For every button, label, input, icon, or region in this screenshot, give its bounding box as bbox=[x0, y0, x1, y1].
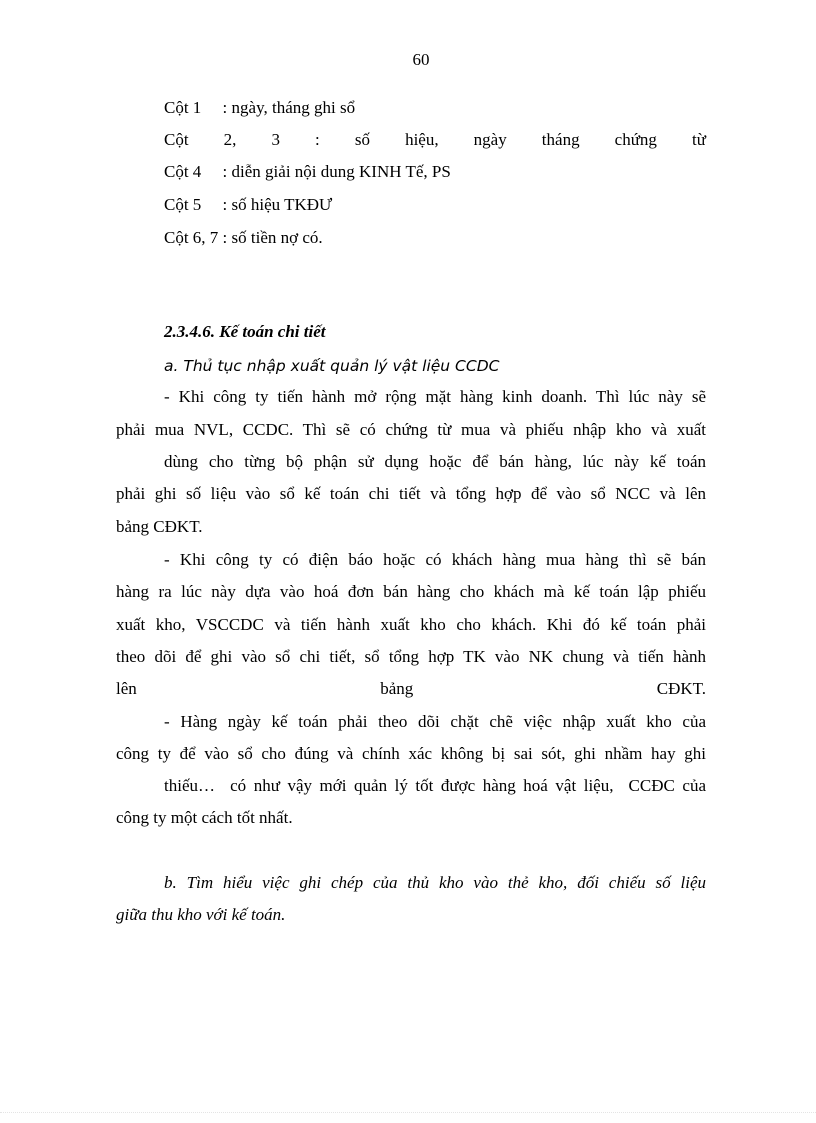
paragraph-1-line: - Khi công ty tiến hành mở rộng mặt hàng kinh doanh. Thì lúc này sẽ bbox=[164, 387, 706, 406]
col23-word: 2, bbox=[223, 130, 237, 149]
para2-word: CĐKT. bbox=[656, 679, 706, 698]
column-1-desc: Cột 1 : ngày, tháng ghi sổ bbox=[164, 98, 356, 117]
para2-word: bảng bbox=[380, 679, 414, 698]
paragraph-3-line: công ty để vào sổ cho đúng và chính xác không bị sai sót, ghi nhầm hay ghi bbox=[116, 744, 706, 763]
col23-word: hiệu, bbox=[405, 130, 439, 149]
page-number: 60 bbox=[412, 50, 430, 69]
paragraph-2-line: hàng ra lúc này dựa vào hoá đơn bán hàng cho khách mà kế toán lập phiếu bbox=[116, 582, 706, 601]
col23-word: Cột bbox=[164, 130, 189, 149]
column-4-desc: Cột 4 : diễn giải nội dung KINH Tế, PS bbox=[164, 162, 451, 181]
col23-word: số bbox=[354, 130, 370, 149]
col23-word: tháng bbox=[541, 130, 580, 149]
column-6-7-desc: Cột 6, 7 : số tiền nợ có. bbox=[164, 228, 323, 247]
col23-word: ngày bbox=[473, 130, 507, 149]
paragraph-2-line: - Khi công ty có điện báo hoặc có khách hàng mua hàng thì sẽ bán bbox=[164, 550, 706, 569]
paragraph-3-line: - Hàng ngày kế toán phải theo dõi chặt chẽ việc nhập xuất kho của bbox=[164, 712, 706, 731]
paragraph-1-line: dùng cho từng bộ phận sử dụng hoặc để bán hàng, lúc này kế toán bbox=[164, 452, 706, 471]
paragraph-1-line: phải ghi số liệu vào sổ kế toán chi tiết và tổng hợp để vào sổ NCC và lên bbox=[116, 484, 706, 503]
column-5-desc: Cột 5 : số hiệu TKĐƯ bbox=[164, 195, 333, 214]
para2-word: lên bbox=[116, 679, 137, 698]
paragraph-3-line: thiếu… có như vậy mới quản lý tốt được hàng hoá vật liệu, CCĐC của bbox=[164, 776, 706, 795]
subsection-a-title: a. Thủ tục nhập xuất quản lý vật liệu CCDC bbox=[164, 357, 500, 375]
subsection-b-line: b. Tìm hiểu việc ghi chép của thủ kho vào thẻ kho, đối chiếu số liệu bbox=[164, 873, 706, 892]
footer-divider bbox=[0, 1112, 816, 1113]
col23-word: chứng bbox=[614, 130, 657, 149]
paragraph-3-line: công ty một cách tốt nhất. bbox=[116, 808, 293, 827]
subsection-b-line: giữa thu kho với kế toán. bbox=[116, 905, 286, 924]
paragraph-2-line: xuất kho, VSCCDC và tiến hành xuất kho cho khách. Khi đó kế toán phải bbox=[116, 615, 706, 634]
col23-word: 3 bbox=[271, 130, 280, 149]
paragraph-2-last-line bbox=[116, 678, 706, 700]
col23-word: : bbox=[315, 130, 320, 149]
column-2-3-desc bbox=[164, 129, 706, 151]
col23-word: từ bbox=[692, 130, 706, 149]
section-heading: 2.3.4.6. Kế toán chi tiết bbox=[164, 322, 326, 341]
paragraph-1-line: bảng CĐKT. bbox=[116, 517, 203, 536]
paragraph-2-line: theo dõi để ghi vào sổ chi tiết, sổ tổng hợp TK vào NK chung và tiến hành bbox=[116, 647, 706, 666]
paragraph-1-line: phải mua NVL, CCDC. Thì sẽ có chứng từ mua và phiếu nhập kho và xuất bbox=[116, 420, 706, 439]
